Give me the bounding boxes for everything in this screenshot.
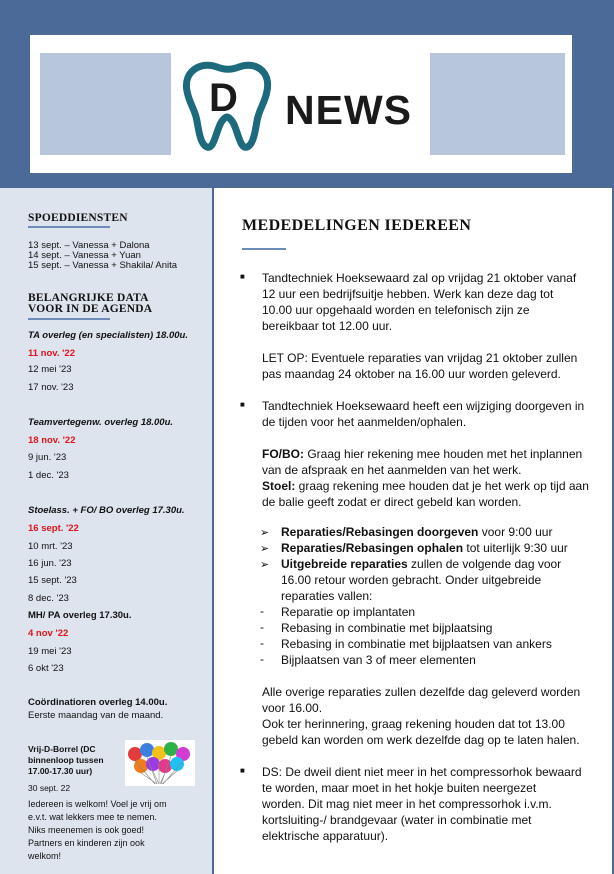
mh-date: 4 nov '22	[28, 628, 69, 639]
dash-item: Bijplaatsen van 3 of meer elementen	[281, 653, 476, 667]
coord-overleg-title: Coördinatioren overleg 14.00u.	[28, 697, 168, 708]
team-overleg-title: Teamvertegenw. overleg 18.00u.	[28, 417, 174, 428]
header-panel-left	[40, 53, 175, 155]
ta-date: 11 nov. '22	[28, 348, 75, 359]
stoel-date: 15 sept. '23	[28, 575, 77, 586]
paragraph-line: elektrische apparatuur).	[262, 829, 389, 843]
borrel-title: Vrij-D-Borrel (DC	[28, 744, 96, 754]
borrel-title: binnenloop tussen	[28, 755, 104, 765]
sidebar-divider	[28, 318, 110, 320]
arrow-item-cont: reparaties vallen:	[281, 589, 373, 603]
paragraph-line: 10.00 uur opgehaald worden en telefonisch zijn ze	[262, 303, 530, 317]
borrel-text: Niks meenemen is ook goed!	[28, 825, 145, 835]
paragraph-line: bereikbaar tot 12.00 uur.	[262, 319, 393, 333]
arrow-item-bold: Reparaties/Rebasingen doorgeven	[281, 525, 479, 539]
stoel-date: 16 jun. '23	[28, 558, 72, 569]
dash-marker: -	[260, 604, 264, 618]
dash-item: Rebasing in combinatie met bijplaatsing	[281, 621, 493, 635]
team-date: 18 nov. '22	[28, 435, 76, 446]
fobo-text: Graag hier rekening mee houden met het inplannen	[304, 447, 583, 461]
borrel-title: 17.00-17.30 uur)	[28, 766, 93, 776]
logo-letter: D	[209, 76, 238, 120]
paragraph-line: pas maandag 24 oktober na 16.00 uur worden geleverd.	[262, 367, 561, 381]
dash-item: Reparatie op implantaten	[281, 605, 416, 619]
spoed-line: 15 sept. – Vanessa + Shakila/ Anita	[28, 260, 178, 271]
logo-wordmark: NEWS	[285, 87, 412, 133]
arrow-marker: ➢	[260, 527, 270, 539]
paragraph-line: de tijden voor het aanmelden/ophalen.	[262, 415, 467, 429]
borrel-text: Iedereen is welkom! Voel je vrij om	[28, 799, 167, 809]
bullet-marker: ■	[240, 766, 245, 775]
mh-date: 6 okt '23	[28, 663, 64, 674]
bullet-marker: ■	[240, 400, 245, 409]
paragraph-line: te worden, maar moet in het hokje buiten neergezet	[262, 781, 537, 795]
dash-item: Rebasing in combinatie met bijplaatsen van ankers	[281, 637, 552, 651]
stoel-date: 10 mrt. '23	[28, 541, 73, 552]
stoel-label: Stoel:	[262, 479, 296, 493]
stoel-date: 8 dec. '23	[28, 593, 69, 604]
stoel-overleg-title: Stoelass. + FO/ BO overleg 17.30u.	[28, 505, 185, 516]
fobo-label: FO/BO:	[262, 447, 304, 461]
borrel-text: welkom!	[28, 851, 62, 861]
arrow-item-bold: Uitgebreide reparaties	[281, 557, 408, 571]
borrel-text: e.v.t. wat lekkers mee te nemen.	[28, 812, 157, 822]
paragraph-line: Ook ter herinnering, graag rekening houden dat tot 13.00	[262, 717, 565, 731]
agenda-title: BELANGRIJKE DATA	[28, 292, 149, 304]
arrow-item	[281, 556, 561, 572]
arrow-item-text: voor 9:00 uur	[478, 525, 553, 539]
paragraph-line: gebeld kan worden om werk dezelfde dag op te laten halen.	[262, 733, 580, 747]
paragraph-line: 12 uur een bedrijfsuitje hebben. Werk kan deze dag tot	[262, 287, 554, 301]
stoel-date: 16 sept. '22	[28, 523, 79, 534]
arrow-item-text: tot uiterlijk 9:30 uur	[463, 541, 568, 555]
stoel-text: graag rekening mee houden dat je het werk op tijd aan	[295, 479, 589, 493]
ta-date: 12 mei '23	[28, 364, 72, 375]
paragraph-line: Tandtechniek Hoeksewaard heeft een wijziging doorgeven in	[262, 399, 585, 413]
spoeddiensten-title: SPOEDDIENSTEN	[28, 212, 128, 224]
arrow-item	[281, 524, 552, 540]
logo	[171, 53, 425, 155]
arrow-item-cont: 16.00 retour worden gebracht. Onder uitgebreide	[281, 573, 542, 587]
spoed-line: 14 sept. – Vanessa + Yuan	[28, 250, 141, 261]
dash-marker: -	[260, 652, 264, 666]
arrow-marker: ➢	[260, 559, 270, 571]
paragraph-line: de balie geeft zodat er direct gebeld kan worden.	[262, 495, 522, 509]
arrow-item-text: zullen de volgende dag voor	[407, 557, 562, 571]
coord-subtitle: Eerste maandag van de maand.	[28, 710, 164, 721]
bullet-marker: ■	[240, 272, 245, 281]
page-title: MEDEDELINGEN IEDEREEN	[242, 217, 472, 234]
paragraph-line: voor 16.00.	[262, 701, 323, 715]
team-date: 9 jun. '23	[28, 452, 67, 463]
arrow-marker: ➢	[260, 543, 270, 555]
arrow-item-bold: Reparaties/Rebasingen ophalen	[281, 541, 464, 555]
dash-marker: -	[260, 636, 264, 650]
paragraph-line	[262, 478, 589, 494]
paragraph-line: LET OP: Eventuele reparaties van vrijdag 21 oktober zullen	[262, 351, 578, 365]
mh-overleg-title: MH/ PA overleg 17.30u.	[28, 610, 132, 621]
header-frame	[30, 35, 572, 173]
paragraph-line: van de afspraak en het aanmelden van het werk.	[262, 463, 522, 477]
mh-date: 19 mei '23	[28, 646, 72, 657]
spoed-line: 13 sept. – Vanessa + Dalona	[28, 240, 150, 251]
paragraph-line: Alle overige reparaties zullen dezelfde dag geleverd worden	[262, 685, 581, 699]
tooth-icon	[173, 53, 283, 155]
paragraph-line	[262, 446, 582, 462]
paragraph-line: worden. Dit mag niet meer in het compressorhok i.v.m.	[262, 797, 552, 811]
borrel-text: Partners en kinderen zijn ook	[28, 838, 145, 848]
paragraph-line: kortsluiting-/ brandgevaar (water in combinatie met	[262, 813, 532, 827]
balloons-icon	[125, 740, 195, 786]
agenda-title: VOOR IN DE AGENDA	[28, 303, 153, 315]
paragraph-line: Tandtechniek Hoeksewaard zal op vrijdag 21 oktober vanaf	[262, 271, 577, 285]
sidebar-divider	[28, 226, 110, 228]
borrel-date: 30 sept. 22	[28, 783, 71, 793]
paragraph-line: DS: De dweil dient niet meer in het compressorhok bewaard	[262, 765, 582, 779]
ta-date: 17 nov. '23	[28, 382, 74, 393]
arrow-item	[281, 540, 568, 556]
title-underline	[242, 248, 286, 250]
ta-overleg-title: TA overleg (en specialisten) 18.00u.	[28, 330, 188, 341]
header-banner	[0, 0, 614, 188]
team-date: 1 dec. '23	[28, 470, 69, 481]
dash-marker: -	[260, 620, 264, 634]
header-panel-right	[430, 53, 565, 155]
